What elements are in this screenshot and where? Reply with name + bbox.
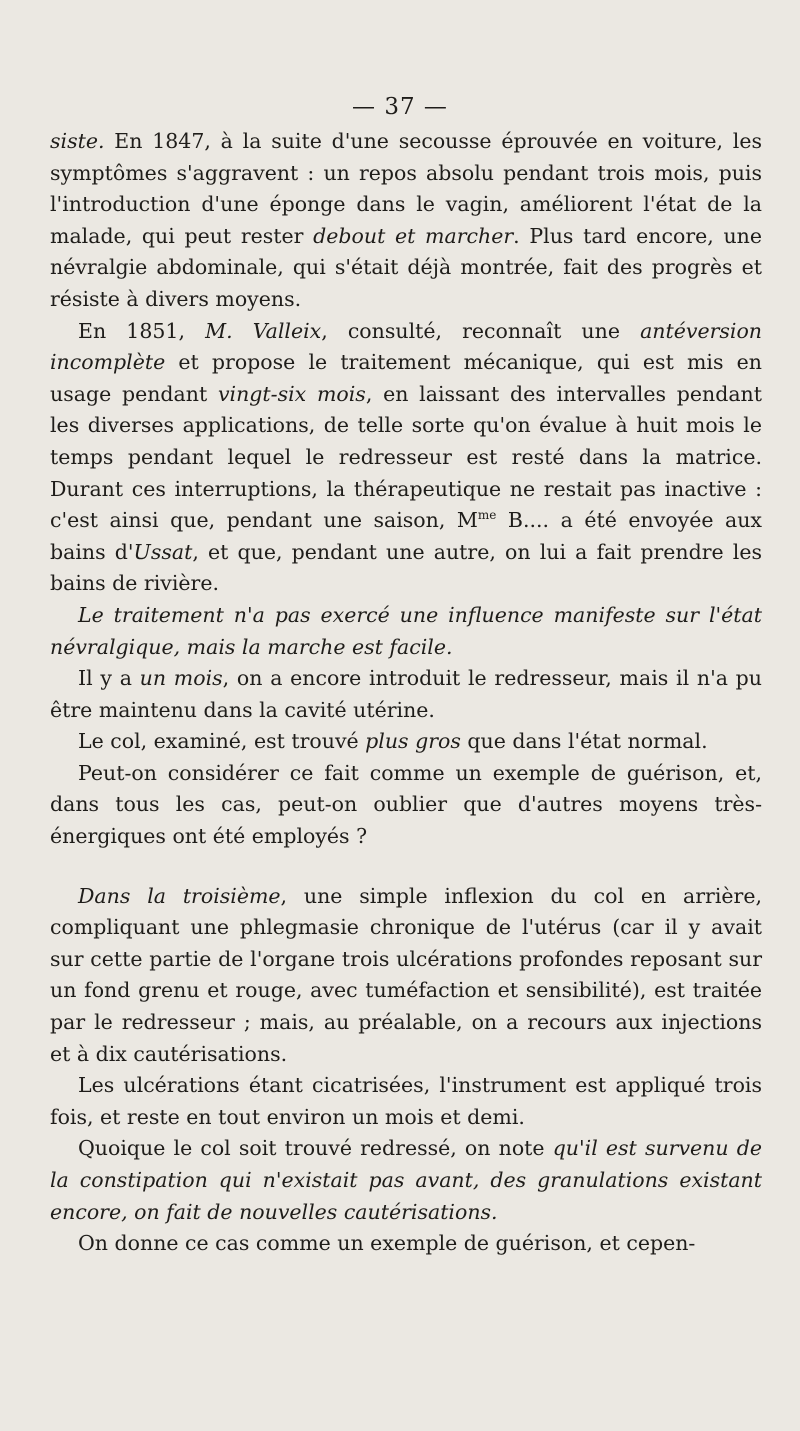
text-run: . Plus tard encore, une névralgie abdominale, qui s'était déjà montrée, fait des progrès et résiste à divers moyens. <box>50 223 762 311</box>
text-run: B.... a été envoyée aux bains d' <box>50 508 762 564</box>
text-run: En 1851, <box>78 318 206 343</box>
paragraph-gap <box>50 853 762 881</box>
italic-text: siste. <box>50 129 105 153</box>
paragraph-p3 <box>50 600 762 663</box>
text-run: Il y a <box>78 666 140 691</box>
text-run: , on a encore introduit le redresseur, mais il n'a pu être maintenu dans la cavité utérine. <box>50 666 762 722</box>
italic-text: debout et marcher <box>313 223 514 248</box>
italic-text: un mois <box>139 666 223 691</box>
paragraph-p6 <box>50 758 762 853</box>
text-run: , consulté, reconnaît une <box>321 318 641 343</box>
paragraph-p5 <box>50 726 762 758</box>
body-text <box>50 126 762 1260</box>
italic-text: Le traitement n'a pas exercé une influence manifeste sur l'état névralgique, mais la marche est facile. <box>50 602 762 659</box>
paragraph-p7 <box>50 881 762 1071</box>
italic-text: plus gros <box>365 729 461 754</box>
paragraph-p2 <box>50 316 762 600</box>
text-run: , une simple inflexion du col en arrière, compliquant une phlegmasie chronique de l'utérus (car il y avait sur cette partie de l'organe trois ulcérations profondes reposant sur un fond grenu et rouge, avec tuméfaction et sensibilité), est traitée par le redresseur ; mais, au préalable, on a recours aux injections et à dix cautérisations. <box>50 883 762 1066</box>
paragraph-p8 <box>50 1070 762 1133</box>
text-run: En 1847, à la suite d'une secousse éprouvée en voiture, les symptômes s'aggravent : un repos absolu pendant trois mois, puis l'introduction d'une éponge dans le vagin, améliorent l'état de la malade, qui peut rester <box>50 129 762 248</box>
paragraph-p10 <box>50 1228 762 1260</box>
italic-text: Dans la troisième <box>78 883 281 908</box>
superscript-text: me <box>477 508 497 523</box>
paragraph-p4 <box>50 663 762 726</box>
text-run: que dans l'état normal. <box>460 729 708 754</box>
italic-text: M. Valleix <box>205 318 322 343</box>
text-run: Le col, examiné, est trouvé <box>78 729 366 754</box>
text-run: Quoique le col soit trouvé redressé, on note <box>78 1136 553 1161</box>
page-number: — 37 — <box>352 94 448 120</box>
text-run: On donne ce cas comme un exemple de guérison, et cepen- <box>78 1231 696 1256</box>
text-run: , en laissant des intervalles pendant les diverses applications, de telle sorte qu'on évalue à huit mois le temps pendant lequel le redresseur est resté dans la matrice. Durant ces interruptions, la thérapeutique ne restait pas inactive : c'est ainsi que, pendant une saison, M <box>50 381 762 533</box>
text-run: Peut-on considérer ce fait comme un exemple de guérison, et, dans tous les cas, peut-on oublier que d'autres moyens très-énergiques ont été employés ? <box>50 760 762 849</box>
text-run: et propose le traitement mécanique, qui est mis en usage pendant <box>50 350 762 406</box>
italic-text: vingt-six mois <box>217 381 366 406</box>
italic-text: qu'il est survenu de la constipation qui n'existait pas avant, des granulations existant encore, on fait de nouvelles cautérisations. <box>50 1136 762 1224</box>
italic-text: antéversion incomplète <box>50 318 762 375</box>
italic-text: Ussat <box>133 539 193 564</box>
text-run: Les ulcérations étant cicatrisées, l'instrument est appliqué trois fois, et reste en tout environ un mois et demi. <box>50 1073 762 1129</box>
paragraph-p1 <box>50 126 762 316</box>
text-run: , et que, pendant une autre, on lui a fait prendre les bains de rivière. <box>50 539 762 596</box>
paragraph-p9 <box>50 1133 762 1228</box>
